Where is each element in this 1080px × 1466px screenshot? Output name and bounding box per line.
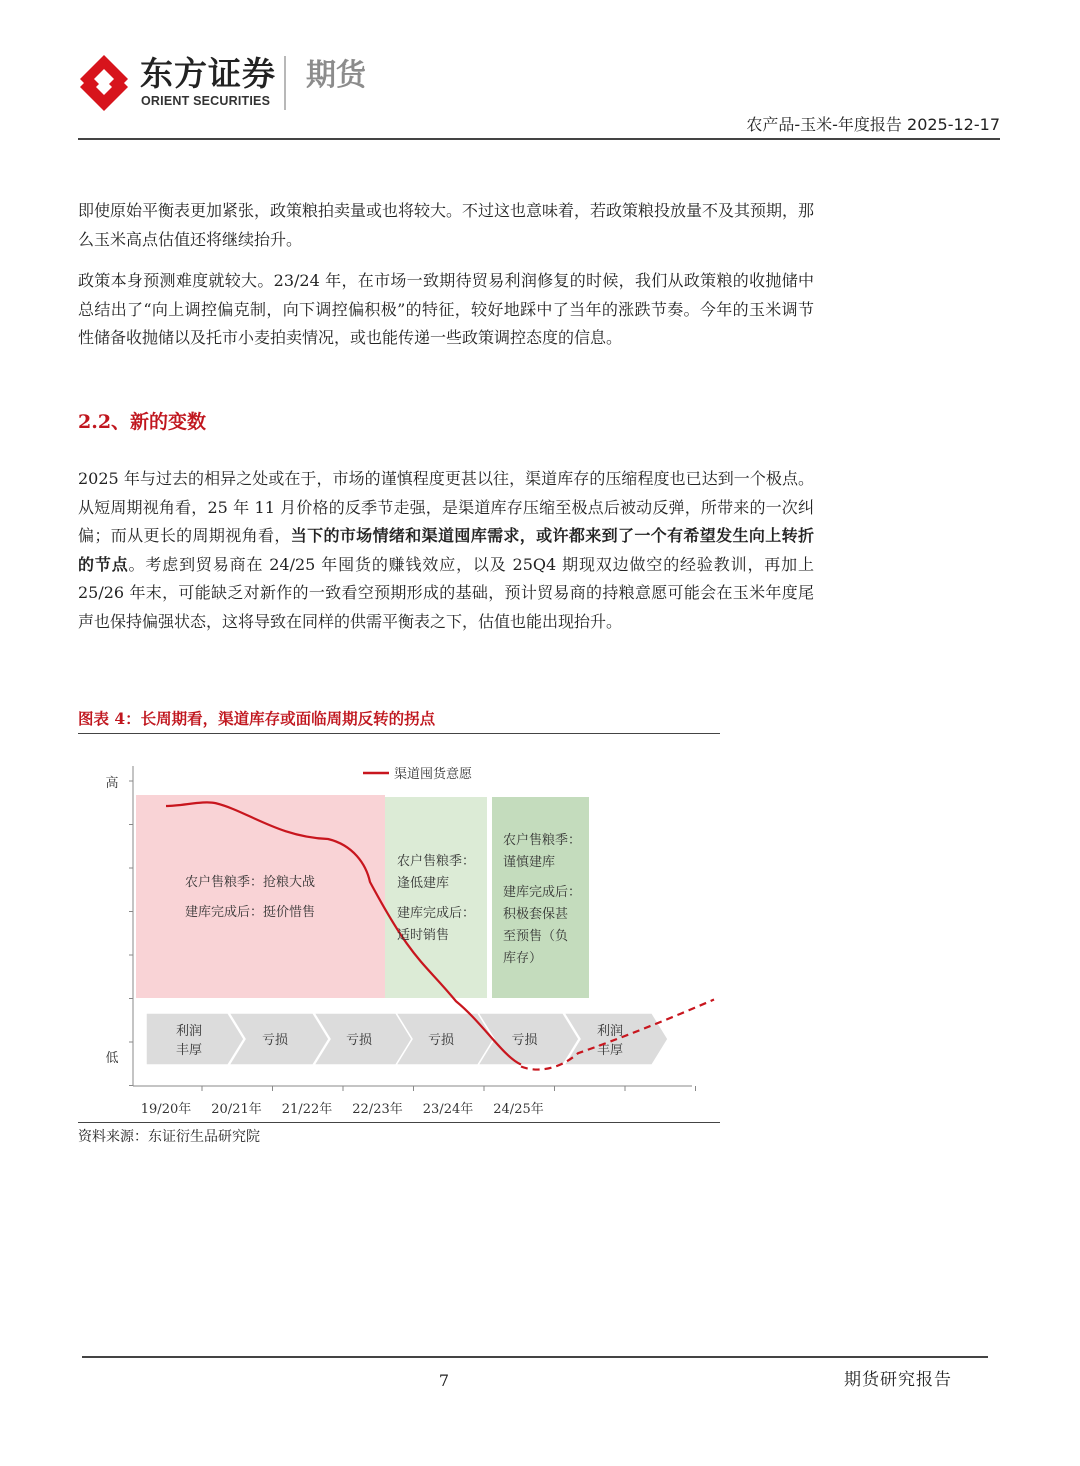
paragraph: 即使原始平衡表更加紧张，政策粮拍卖量或也将较大。不过这也意味着，若政策粮投放量不及其预期，那么玉米高点估值还将继续抬升。 [78, 201, 815, 249]
x-tick-label: 22/23年 [352, 1102, 403, 1117]
paragraph-text: 。考虑到贸易商在 24/25 年囤货的赚钱效应，以及 25Q4 期现双边做空的经验教训，再加上 25/26 年末，可能缺乏对新作的一致看空预期形成的基础，预计贸易商的持粮意愿可能会在玉米年度尾声也保持偏强状态，这将导致在同样的供需平衡表之下，估值也能出现抬升。 [78, 554, 814, 631]
phase-band [385, 797, 487, 998]
profit-label: 亏损 [261, 1033, 289, 1048]
x-tick-label: 24/25年 [493, 1102, 544, 1117]
y-low-label: 低 [105, 1051, 119, 1066]
brand-section-label: 期货 [306, 58, 366, 93]
footer-rule [82, 1356, 988, 1358]
paragraph: 政策本身预测难度就较大。23/24 年，在市场一致期待贸易利润修复的时候，我们从政策粮的收抛储中总结出了“向上调控偏克制，向下调控偏积极”的特征，较好地踩中了当年的涨跌节奏。今年的玉米调节性储备收抛储以及托市小麦拍卖情况，或也能传递一些政策调控态度的信息。 [78, 271, 814, 347]
phase-text: 谨慎建库 [503, 855, 556, 870]
report-meta: 农产品-玉米-年度报告 2025-12-17 [746, 115, 1000, 134]
phase-text: 逢低建库 [397, 876, 450, 891]
phase-text: 建库完成后： [397, 906, 476, 921]
orient-securities-logo [78, 54, 130, 112]
phase-text: 至预售（负 [503, 929, 569, 944]
phase-text: 农户售粮季：抢粮大战 [185, 875, 316, 890]
profit-label: 亏损 [511, 1033, 538, 1048]
figure-title: 图表 4：长周期看，渠道库存或面临周期反转的拐点 [78, 709, 436, 728]
paragraph-text: 2025 年与过去的相异之处或在于，市场的谨慎程度更甚以往，渠道库存的压缩程度也已达到一个极点。从短周期视角看，25 年 11 月价格的反季节走强，是渠道库存压缩至极点后被动反弹，所带来的一次纠偏；而从更长的周期视角看， [78, 469, 814, 545]
paragraph-emphasis: 当下的市场情绪和渠道囤库需求，或许都来到了一个有希望发生向上转折的节点 [78, 526, 814, 574]
x-tick-label: 19/20年 [140, 1102, 192, 1117]
figure-rule [78, 1122, 720, 1123]
section-heading: 2.2、新的变数 [78, 411, 207, 433]
profit-label: 丰厚 [175, 1043, 203, 1058]
profit-label: 亏损 [427, 1033, 455, 1048]
x-tick-label: 23/24年 [422, 1102, 474, 1117]
phase-text: 建库完成后：挺价惜售 [185, 905, 316, 920]
phase-text: 库存） [503, 951, 543, 966]
x-tick-label: 20/21年 [211, 1102, 262, 1117]
phase-band [136, 795, 385, 998]
page-number: 7 [438, 1371, 450, 1390]
chart [78, 750, 728, 1122]
header-rule [78, 138, 1000, 140]
y-high-label: 高 [105, 776, 119, 791]
figure-source: 资料来源：东证衍生品研究院 [78, 1129, 260, 1145]
paragraph [78, 465, 814, 636]
phase-text: 建库完成后： [503, 885, 582, 900]
profit-label: 利润 [175, 1024, 203, 1039]
brand-divider [284, 56, 286, 110]
profit-label: 丰厚 [596, 1043, 624, 1058]
phase-text: 农户售粮季： [397, 854, 476, 869]
phase-text: 农户售粮季： [503, 833, 582, 848]
profit-label: 亏损 [345, 1033, 373, 1048]
profit-label: 利润 [596, 1024, 624, 1039]
brand-name-cn: 东方证券 [140, 54, 276, 93]
legend-label: 渠道囤货意愿 [394, 767, 473, 782]
brand-name-en: ORIENT SECURITIES [141, 94, 271, 108]
x-tick-label: 21/22年 [281, 1102, 333, 1117]
phase-text: 积极套保甚 [503, 907, 569, 922]
footer-label: 期货研究报告 [844, 1370, 952, 1390]
phase-text: 适时销售 [397, 928, 450, 943]
figure-rule [78, 733, 720, 734]
